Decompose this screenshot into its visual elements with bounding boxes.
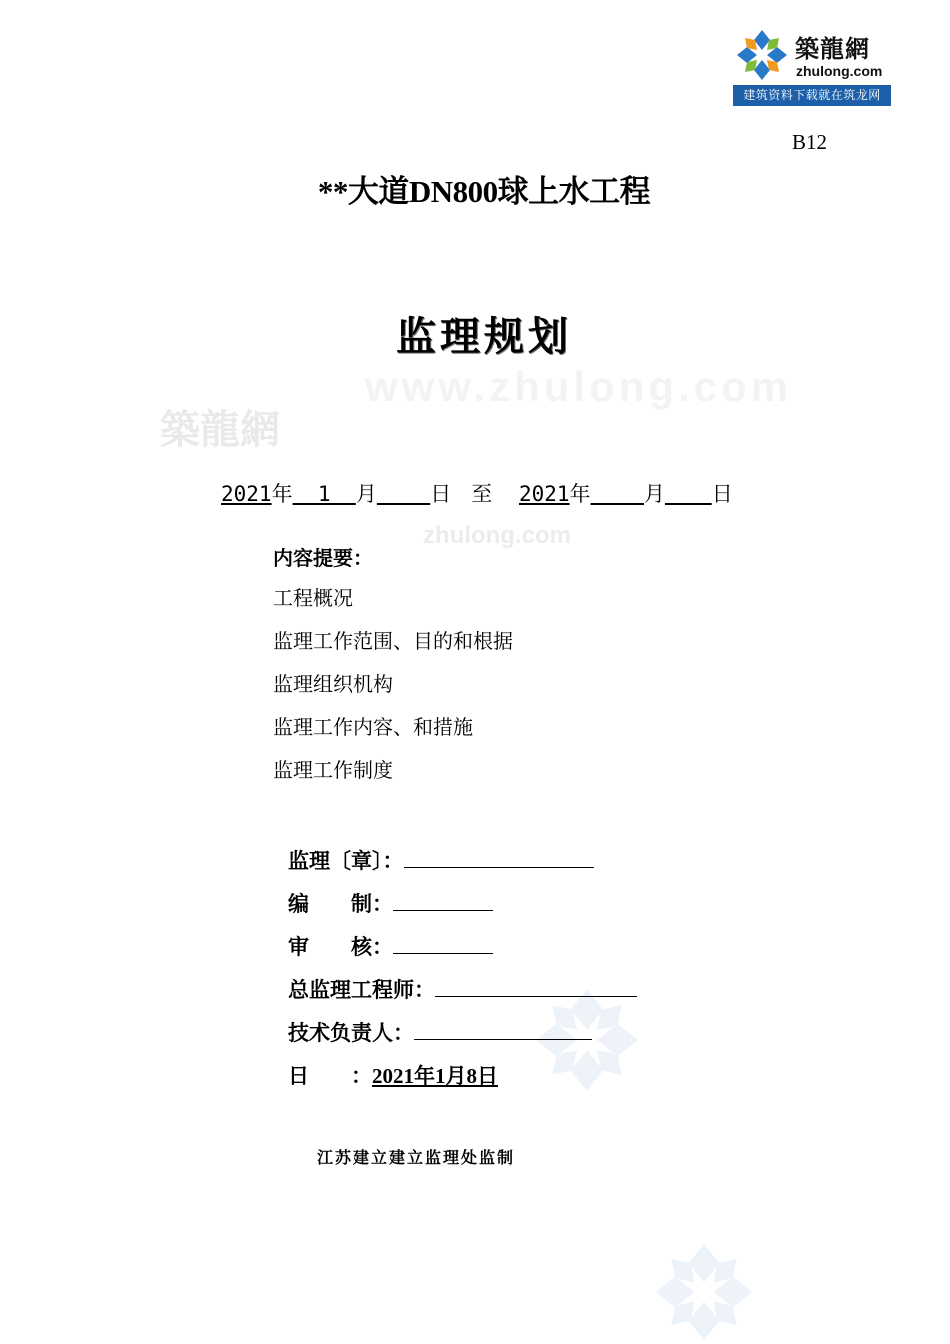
chief-engineer-label: 总监理工程师： [288, 978, 435, 1002]
zhulong-logo-icon [735, 28, 789, 82]
seal-row [288, 845, 594, 875]
month-char: 月 [355, 482, 377, 506]
watermark-url-large: www.zhulong.com [365, 363, 793, 410]
logo-domain: zhulong.com [796, 63, 883, 79]
document-title: 监理规划 [396, 314, 572, 360]
contents-list [273, 584, 513, 799]
logo-brand-cn: 築龍網 [795, 34, 870, 63]
to-char: 至 [471, 482, 493, 506]
day-char: 日 [711, 482, 733, 506]
compiled-row [288, 888, 493, 918]
year-char: 年 [271, 482, 293, 506]
watermark-url-small: zhulong.com [423, 522, 571, 549]
tech-lead-row [288, 1017, 592, 1047]
list-item: 监理工作内容、和措施 [273, 715, 473, 739]
footer-issuer: 江苏建立建立监理处监制 [317, 1148, 516, 1167]
end-month-blank [591, 482, 644, 506]
compiled-blank-line [393, 892, 493, 911]
logo-slogan: 建筑资料下载就在筑龙网 [733, 85, 891, 106]
start-day-blank [377, 482, 430, 506]
reviewed-row [288, 931, 493, 961]
reviewed-label: 审 核： [288, 935, 393, 959]
start-month: 1 [317, 482, 331, 506]
compiled-label: 编 制： [288, 892, 393, 916]
tech-lead-blank-line [414, 1021, 592, 1040]
year-char: 年 [569, 482, 591, 506]
seal-label: 监理〔章〕： [288, 849, 404, 873]
seal-blank-line [404, 849, 594, 868]
list-item: 监理工作范围、目的和根据 [273, 629, 513, 653]
end-year: 2021 [518, 482, 570, 506]
document-code: B12 [792, 130, 828, 154]
logo-top [733, 25, 891, 83]
chief-engineer-row [288, 974, 637, 1004]
list-item: 监理组织机构 [273, 672, 393, 696]
zhulong-logo [733, 25, 891, 106]
date-label: 日 ： [288, 1064, 372, 1088]
list-item: 监理工作制度 [273, 758, 393, 782]
list-item: 工程概况 [273, 586, 353, 610]
contents-heading: 内容提要： [273, 546, 373, 570]
start-year: 2021 [221, 482, 272, 506]
month-char: 月 [643, 482, 665, 506]
tech-lead-label: 技术负责人： [288, 1021, 414, 1045]
day-char: 日 [430, 482, 452, 506]
watermark-logo-icon [652, 1240, 756, 1344]
watermark-brand-cn: 築龍網 [160, 406, 280, 453]
chief-engineer-blank-line [435, 978, 637, 997]
date-range [221, 478, 733, 508]
project-title: **大道DN800球上水工程 [317, 174, 651, 209]
reviewed-blank-line [393, 935, 493, 954]
end-day-blank [665, 482, 712, 506]
date-row [288, 1060, 498, 1090]
date-value: 2021年1月8日 [372, 1064, 498, 1088]
